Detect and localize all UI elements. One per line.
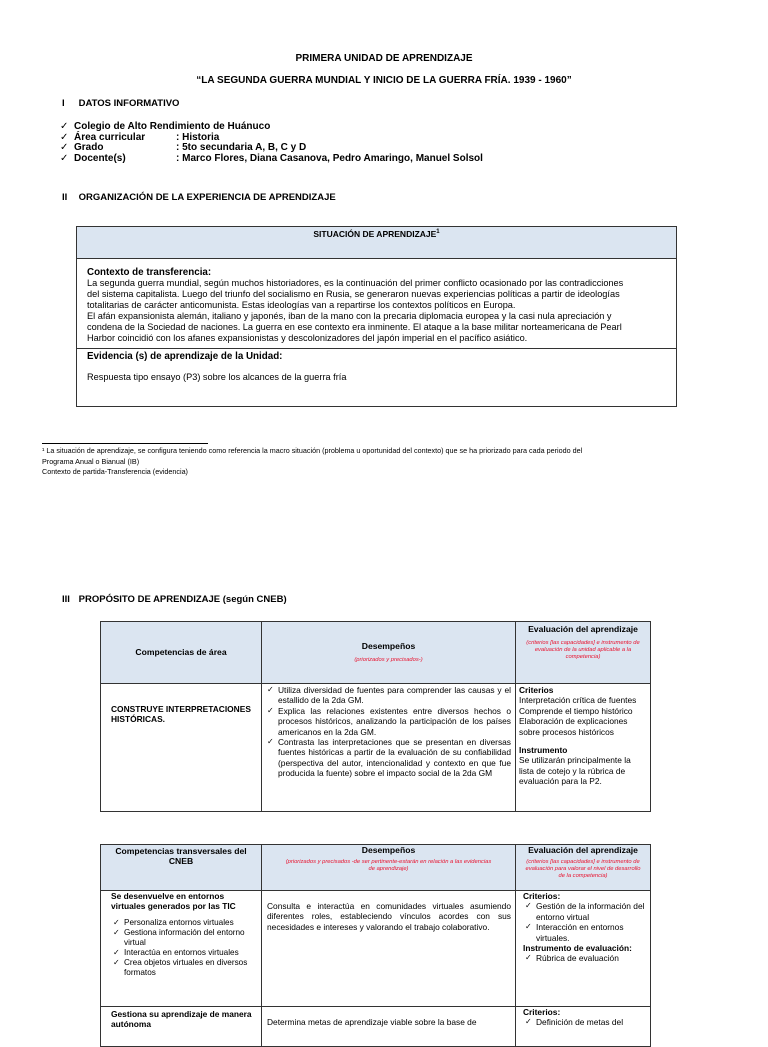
unit-title: “LA SEGUNDA GUERRA MUNDIAL Y INICIO DE LA GUERRA FRÍA. 1939 - 1960” — [196, 75, 572, 86]
footnote-divider — [42, 443, 208, 444]
instrument-heading: Instrumento — [519, 745, 568, 756]
section-1-title: DATOS INFORMATIVO — [78, 98, 180, 109]
list-item: ✓ Utiliza diversidad de fuentes para comprender las causas y el estallido de la 2da GM. — [265, 685, 511, 706]
list-item: ✓ Contrasta las interpretaciones que se presentan en diversas fuentes históricas a partir de la evaluación de su confiabilidad (perspectiva del autor, intencionalidad y contexto en que fue producida la fuente) sobre el impacto social de la 2da GM — [265, 737, 511, 779]
criteria-heading: Criterios: — [523, 891, 561, 901]
list-item: ✓ Explica las relaciones existentes entre diversos hechos o procesos históricos, analizando la participación de los países americanos en la 2da GM. — [265, 706, 511, 737]
info-teachers — [60, 154, 483, 165]
header-performances-note: (priorizados y precisados-) — [354, 657, 423, 664]
header-performances-label: Desempeños — [361, 640, 416, 651]
table-header-row — [101, 845, 651, 891]
list-item: ✓ Rúbrica de evaluación — [523, 953, 647, 963]
section-1-number: I — [62, 98, 65, 109]
header-evaluation-note: (criterios [las capacidades] e instrumento de evaluación para valorar el nivel de desarrollo de la competencia) — [525, 859, 641, 880]
evidence-text: Respuesta tipo ensayo (P3) sobre los alcances de la guerra fría — [87, 372, 347, 382]
header-performances-label: Desempeños — [361, 845, 416, 855]
header-evaluation — [516, 845, 651, 891]
list-item: ✓ Gestiona información del entorno virtual — [111, 928, 257, 948]
header-competencies-label: Competencias de área — [135, 647, 227, 658]
header-performances — [262, 622, 516, 684]
section-3-heading — [62, 594, 287, 605]
check-icon: ✓ — [60, 152, 69, 164]
criteria-list — [523, 901, 647, 943]
section-3-number: III — [62, 594, 70, 605]
info-teachers-label: Docente(s) — [74, 152, 126, 164]
section-2-number: II — [62, 192, 68, 203]
list-item: ✓ Crea objetos virtuales en diversos formatos — [111, 958, 257, 978]
transversal-competencies-table — [100, 844, 651, 1047]
header-competencies — [101, 622, 262, 684]
criteria-item: Comprende el tiempo histórico — [519, 705, 633, 716]
criteria-item: Elaboración de explicaciones sobre procesos históricos — [519, 716, 628, 737]
instrument-text: Se utilizarán principalmente la lista de cotejo y la rúbrica de evaluación para la P2. — [519, 755, 631, 787]
info-list — [60, 122, 483, 164]
performances-cell — [262, 1007, 516, 1047]
context-line: El afán expansionista alemán, italiano y japonés, iban de la mano con la precaria diplomacia europea y la casi nula apreciación y — [87, 311, 612, 321]
section-2-title: ORGANIZACIÓN DE LA EXPERIENCIA DE APRENDIZAJE — [78, 192, 336, 203]
evaluation-cell — [516, 684, 651, 812]
header-competencies-label: Competencias transversales del CNEB — [115, 846, 247, 867]
footnote — [42, 446, 582, 478]
instrument-list — [523, 953, 647, 963]
performances-cell — [262, 891, 516, 1007]
header-evaluation-note: (criterios [las capacidades] e instrumento de evaluación de la unidad aplicable a la competencia) — [526, 640, 640, 661]
header-evaluation-label: Evaluación del aprendizaje — [528, 624, 638, 634]
header-competencies — [101, 845, 262, 891]
situation-box — [76, 226, 677, 407]
competency-cell — [101, 684, 262, 812]
section-2-heading — [62, 192, 336, 203]
capacities-list — [111, 918, 257, 978]
performance-text: Consulta e interactúa en comunidades virtuales asumiendo diferentes roles, estableciendo vínculos acordes con sus necesidades e intereses y valorando el trabajo colaborativo. — [267, 901, 511, 932]
info-school — [60, 122, 483, 133]
list-item: ✓ Interactúa en entornos virtuales — [111, 948, 257, 958]
info-area-label: Área curricular — [74, 131, 146, 143]
info-area-value: : Historia — [176, 131, 220, 143]
context-heading: Contexto de transferencia: — [87, 267, 212, 278]
context-line: condena de la Sociedad de naciones. La guerra en ese contexto era inminente. El ataque a la base militar norteamericana de Pearl — [87, 322, 622, 332]
footnote-ref: 1 — [436, 229, 440, 236]
evidence-heading: Evidencia (s) de aprendizaje de la Unidad: — [87, 351, 283, 362]
context-line: La segunda guerra mundial, según muchos historiadores, es la continuación del primer conflicto ocasionado por las contradicciones — [87, 278, 624, 288]
info-grade — [60, 143, 483, 154]
competency-cell — [101, 891, 262, 1007]
table-row — [101, 684, 651, 812]
header-evaluation-label: Evaluación del aprendizaje — [528, 845, 638, 855]
header-performances-note: (priorizados y precisados -de ser pertinente-estarán en relación a las evidencias de aprendizaje) — [285, 859, 492, 873]
criteria-item: Interpretación crítica de fuentes — [519, 695, 637, 706]
evaluation-cell — [516, 1007, 651, 1047]
section-1-heading — [62, 98, 179, 109]
situation-header — [77, 227, 676, 259]
list-item: ✓ Definición de metas del — [523, 1017, 647, 1027]
table-row — [101, 891, 651, 1007]
criteria-list — [523, 1017, 647, 1027]
list-item: ✓ Personaliza entornos virtuales — [111, 918, 257, 928]
header-performances — [262, 845, 516, 891]
list-item: ✓ Gestión de la información del entorno virtual — [523, 901, 647, 922]
criteria-heading: Criterios — [519, 685, 554, 695]
competency-name: Se desenvuelve en entornos virtuales generados por las TIC — [111, 891, 236, 912]
area-competencies-table — [100, 621, 651, 812]
competency-name: Gestiona su aprendizaje de manera autónoma — [111, 1009, 252, 1030]
footnote-line: ¹ La situación de aprendizaje, se configura teniendo como referencia la macro situación (problema u oportunidad del contexto) que se ha priorizado para cada periodo del — [42, 446, 583, 455]
context-line: Harbor coincidió con los afanes expansionistas y descolonizadores del japón imperial en el pacífico asiático. — [87, 333, 528, 343]
criteria-heading: Criterios: — [523, 1007, 561, 1017]
evaluation-cell — [516, 891, 651, 1007]
list-item: ✓ Interacción en entornos virtuales. — [523, 922, 647, 943]
table-header-row — [101, 622, 651, 684]
check-icon: ✓ — [60, 121, 69, 132]
footnote-line: Contexto de partida-Transferencia (evidencia) — [42, 467, 188, 476]
context-line: totalitarias de carácter anticomunista. Estas ideologías van a repartirse los contextos políticos en Europa. — [87, 300, 516, 310]
performance-text: Determina metas de aprendizaje viable sobre la base de — [267, 1017, 477, 1027]
footnote-line: Programa Anual o Bianual (IB) — [42, 456, 140, 466]
performances-cell — [262, 684, 516, 812]
info-school-label: Colegio de Alto Rendimiento de Huánuco — [74, 121, 271, 132]
check-icon: ✓ — [60, 131, 69, 143]
info-teachers-value: : Marco Flores, Diana Casanova, Pedro Amaringo, Manuel Solsol — [176, 152, 483, 164]
section-3-title: PROPÓSITO DE APRENDIZAJE (según CNEB) — [78, 594, 287, 605]
header-evaluation — [516, 622, 651, 684]
check-icon: ✓ — [60, 142, 69, 153]
competency-name: CONSTRUYE INTERPRETACIONES HISTÓRICAS. — [111, 704, 251, 725]
competency-cell — [101, 1007, 262, 1047]
evidence-block — [77, 349, 676, 385]
table-row — [101, 1007, 651, 1047]
info-grade-value: : 5to secundaria A, B, C y D — [176, 142, 307, 153]
context-line: del sistema capitalista. Luego del triunfo del socialismo en Rusia, se generaron nuevas experiencias políticas a partir de ideologías — [87, 289, 620, 299]
situation-title: SITUACIÓN DE APRENDIZAJE — [313, 229, 437, 239]
context-block — [77, 259, 676, 349]
instrument-heading: Instrumento de evaluación: — [523, 943, 632, 954]
document-title: PRIMERA UNIDAD DE APRENDIZAJE — [295, 53, 473, 64]
performances-list — [265, 685, 511, 779]
info-grade-label: Grado — [74, 142, 104, 153]
